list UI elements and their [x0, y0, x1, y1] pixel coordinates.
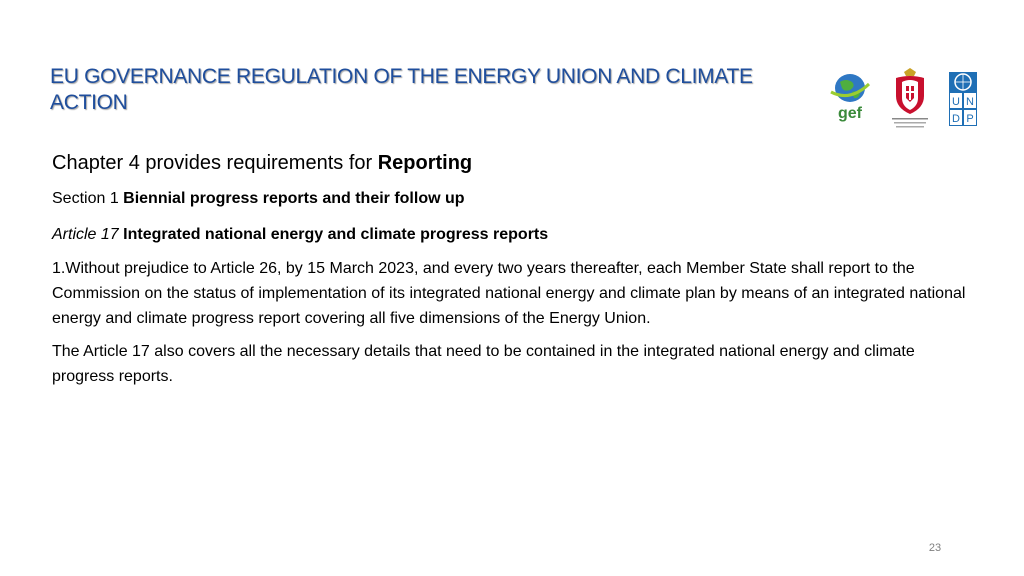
undp-letter-u: U — [952, 96, 960, 108]
chapter-intro-text: Chapter 4 provides requirements for — [52, 152, 378, 174]
gef-logo — [828, 72, 872, 122]
serbia-logo — [888, 68, 932, 132]
article-paragraph-1: 1.Without prejudice to Article 26, by 15 March 2023, and every two years thereafter, each Member State shall report to the Commission on the status of implementation of its integrated national energy and climate plan by means of an integrated national energy and climate progress report covering all five dimensions of the Energy Union. — [52, 260, 966, 327]
article-paragraph-2: The Article 17 also covers all the necessary details that need to be contained in the integrated national energy and climate progress reports. — [52, 343, 915, 385]
article-title: Integrated national energy and climate progress reports — [123, 226, 549, 243]
undp-letter-d: D — [952, 113, 960, 125]
gef-logo-text: gef — [838, 105, 862, 122]
undp-logo-icon — [949, 72, 977, 126]
section-title: Biennial progress reports and their follow up — [123, 190, 465, 207]
serbia-coat-of-arms-icon — [888, 68, 932, 132]
undp-letter-n: N — [966, 96, 974, 108]
section-label: Section 1 — [52, 190, 124, 207]
partner-logos — [828, 68, 978, 132]
page-number: 23 — [928, 542, 942, 554]
section-heading — [52, 188, 972, 210]
slide-body — [52, 150, 972, 397]
article-heading — [52, 224, 972, 246]
gef-globe-logo-icon — [828, 72, 872, 122]
undp-logo — [949, 72, 977, 126]
undp-letter-p: P — [966, 113, 974, 125]
article-label: Article 17 — [52, 226, 124, 243]
chapter-intro — [52, 150, 972, 176]
chapter-intro-bold: Reporting — [377, 152, 473, 174]
slide-title: EU GOVERNANCE REGULATION OF THE ENERGY UNION AND CLIMATE ACTION — [50, 65, 753, 114]
